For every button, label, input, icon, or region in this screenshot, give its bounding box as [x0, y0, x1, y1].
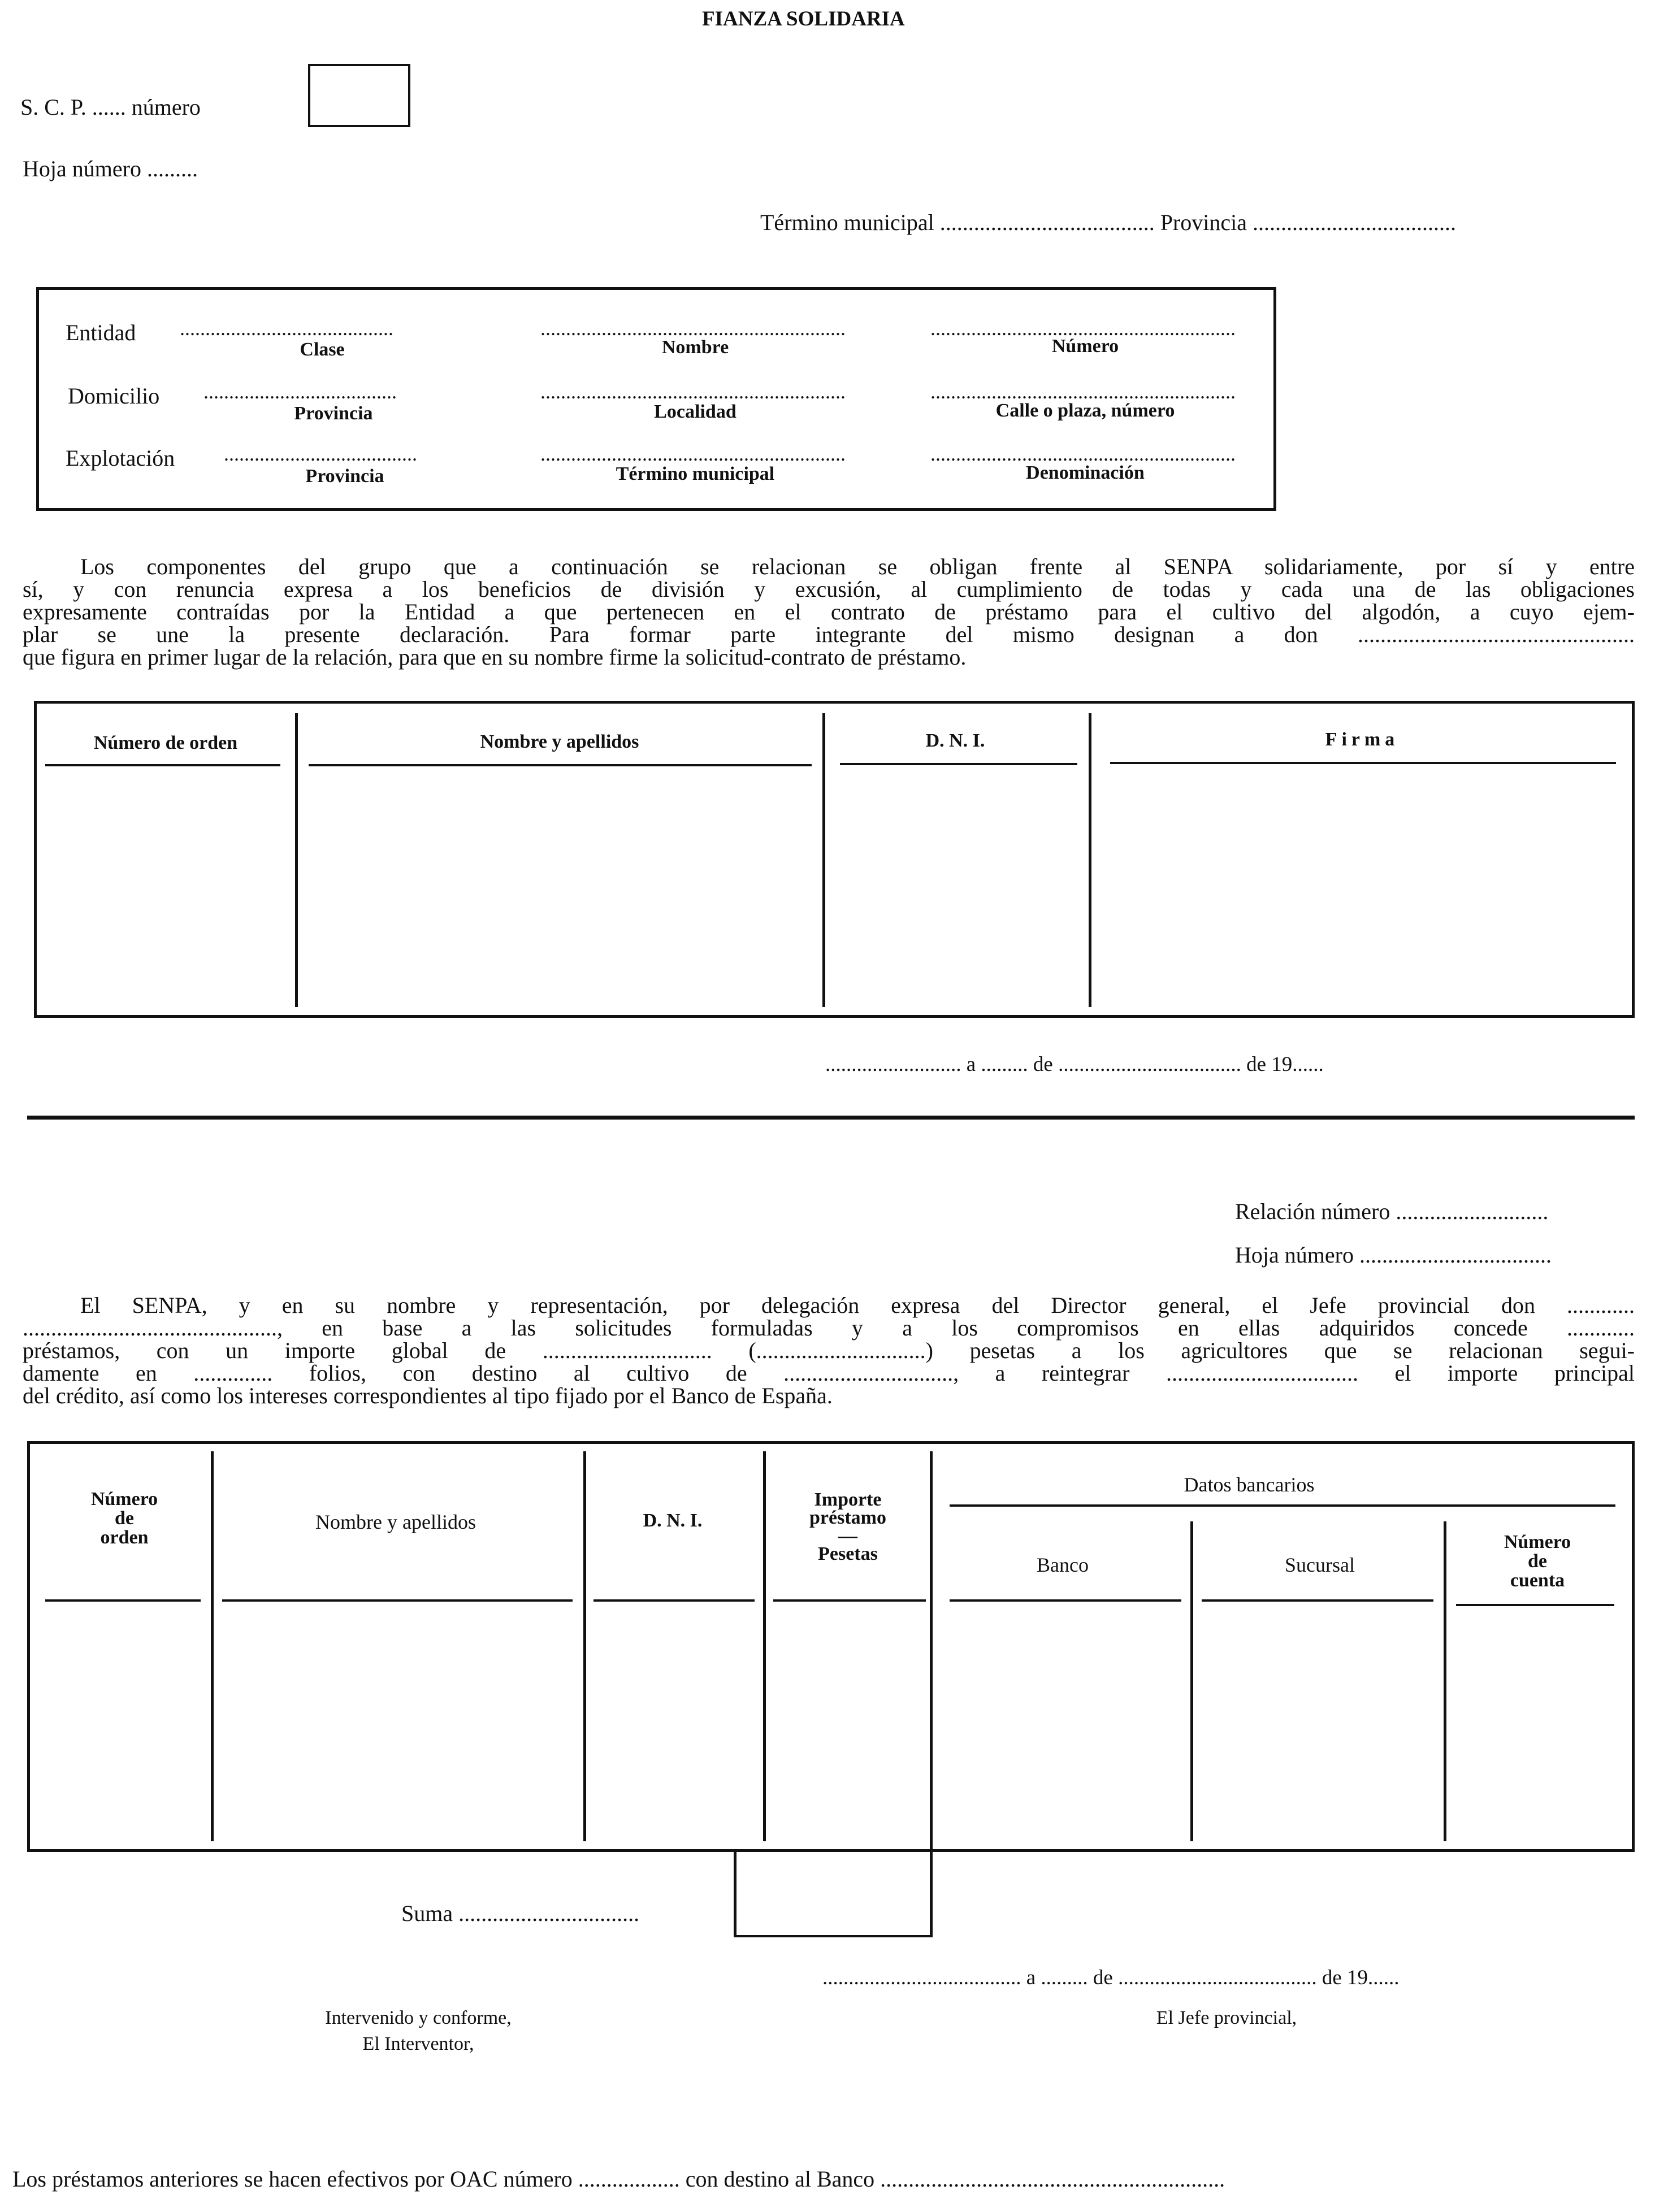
- table1-left-border: [34, 701, 37, 1018]
- table2-header-underline: [222, 1599, 573, 1602]
- document-title: FIANZA SOLIDARIA: [702, 7, 905, 31]
- table2-col-divider: [763, 1451, 766, 1841]
- header-line: Número: [1504, 1532, 1571, 1552]
- table2-header-numero-orden: [45, 1490, 203, 1547]
- explotacion-termino-field[interactable]: ............................................................: [540, 443, 846, 465]
- scp-number-box[interactable]: [308, 64, 410, 127]
- table2-header-numero-cuenta: [1458, 1533, 1617, 1590]
- suma-box-bottom: [734, 1935, 933, 1937]
- header-line: cuenta: [1510, 1570, 1565, 1591]
- entidad-clase-caption: Clase: [300, 339, 345, 360]
- relacion-number-label[interactable]: Relación número ...........................: [1235, 1199, 1549, 1224]
- table2-bottom-border: [27, 1849, 1635, 1852]
- suma-box-right: [930, 1852, 933, 1937]
- table2-header-underline: [593, 1599, 755, 1602]
- header-line: —: [838, 1525, 857, 1546]
- senpa-line: préstamos, con un importe global de .............................. (..............................) pesetas a los agricultores que se relacionan segui-: [23, 1338, 1635, 1363]
- header-line: de: [1528, 1551, 1547, 1572]
- table2-col-divider: [583, 1451, 586, 1841]
- declaration-line: plar se une la presente declaración. Para formar parte integrante del mismo designan a don .................................................: [23, 622, 1635, 647]
- hoja-number-label: Hoja número .........: [23, 156, 198, 181]
- table1-header-nombre: Nombre y apellidos: [480, 731, 639, 752]
- domicilio-localidad-field[interactable]: ............................................................: [540, 380, 846, 403]
- table2-header-importe: [769, 1491, 927, 1563]
- declaration-line: Los componentes del grupo que a continuación se relacionan se obligan frente al SENPA solidariamente, por sí y entre: [80, 554, 1635, 579]
- entidad-numero-field[interactable]: ............................................................: [930, 317, 1236, 340]
- explotacion-provincia-caption: Provincia: [305, 466, 384, 487]
- entidad-numero-caption: Número: [1051, 336, 1119, 357]
- domicilio-label: Domicilio: [68, 383, 160, 409]
- entidad-clase-field[interactable]: ..........................................: [180, 317, 393, 340]
- table2-col-divider: [211, 1451, 214, 1841]
- table2-col-divider: [1190, 1521, 1193, 1841]
- header-line: Importe: [814, 1489, 882, 1510]
- senpa-paragraph: [23, 1294, 1635, 1407]
- hoja-number-label-2[interactable]: Hoja número ..................................: [1235, 1242, 1552, 1268]
- entidad-nombre-field[interactable]: ............................................................: [540, 317, 846, 340]
- domicilio-calle-caption: Calle o plaza, número: [995, 400, 1175, 421]
- senpa-line: El SENPA, y en su nombre y representación, por delegación expresa del Director general, el Jefe provincial don ............: [80, 1292, 1635, 1318]
- senpa-line: del crédito, así como los intereses correspondientes al tipo fijado por el Banco de España.: [23, 1383, 833, 1408]
- table1-col-divider: [1089, 713, 1091, 1007]
- explotacion-provincia-field[interactable]: ......................................: [224, 443, 417, 465]
- jefe-provincial-signature: El Jefe provincial,: [1156, 2007, 1297, 2028]
- table1-header-underline: [45, 764, 280, 766]
- interventor-signature-block: [266, 2005, 571, 2057]
- table2-col-divider: [930, 1451, 933, 1909]
- header-line: de: [115, 1508, 134, 1529]
- table1-right-border: [1632, 701, 1635, 1018]
- entidad-label: Entidad: [66, 320, 136, 345]
- suma-box-left: [734, 1852, 736, 1937]
- header-line: orden: [100, 1527, 149, 1548]
- table1-header-dni: D. N. I.: [925, 730, 985, 751]
- table2-header-underline: [1202, 1599, 1433, 1602]
- header-line: Pesetas: [818, 1543, 878, 1564]
- header-line: Número: [90, 1489, 158, 1510]
- domicilio-provincia-field[interactable]: ......................................: [203, 380, 397, 403]
- table2-header-underline: [1456, 1604, 1614, 1606]
- table1-header-underline: [1110, 762, 1616, 764]
- table2-header-dni: D. N. I.: [643, 1510, 703, 1531]
- date-line-2[interactable]: ...................................... a ......... de ...................................... de 19......: [822, 1966, 1400, 1989]
- table1-header-underline: [309, 764, 812, 766]
- table2-top-border: [27, 1441, 1635, 1444]
- domicilio-localidad-caption: Localidad: [654, 401, 736, 422]
- table2-header-nombre: Nombre y apellidos: [315, 1511, 476, 1533]
- footer-oac-line[interactable]: Los préstamos anteriores se hacen efectivos por OAC número .................. con destino al Banco .............................................................: [12, 2166, 1225, 2192]
- table2-left-border: [27, 1441, 30, 1852]
- table2-header-underline: [773, 1599, 926, 1602]
- scp-number-label: S. C. P. ...... número: [20, 94, 201, 120]
- table2-header-datos-bancarios: Datos bancarios: [1184, 1473, 1315, 1496]
- table2-header-sucursal: Sucursal: [1285, 1554, 1355, 1576]
- table2-col-divider: [1444, 1521, 1446, 1841]
- declaration-line: expresamente contraídas por la Entidad a que pertenecen en el contrato de préstamo para el cultivo del algodón, a cuyo ejem-: [23, 599, 1635, 624]
- table1-header-numero-orden: Número de orden: [93, 732, 238, 753]
- table1-col-divider: [822, 713, 825, 1007]
- explotacion-denominacion-field[interactable]: ............................................................: [930, 443, 1236, 465]
- domicilio-provincia-caption: Provincia: [294, 403, 373, 424]
- table1-bottom-border: [34, 1015, 1635, 1018]
- senpa-line: damente en .............. folios, con destino al cultivo de .............................., a reintegrar .................................. el importe principal: [23, 1360, 1635, 1386]
- domicilio-calle-field[interactable]: ............................................................: [930, 380, 1236, 403]
- declaration-paragraph: [23, 556, 1635, 669]
- table2-header-banco: Banco: [1037, 1554, 1089, 1576]
- signature-line: El Interventor,: [362, 2033, 474, 2054]
- senpa-line: ............................................., en base a las solicitudes formuladas y a los compromisos en ellas adquiridos concede ............: [23, 1315, 1635, 1341]
- signature-line: Intervenido y conforme,: [325, 2007, 512, 2028]
- table1-col-divider: [295, 713, 298, 1007]
- table1-header-underline: [840, 763, 1077, 765]
- declaration-line: sí, y con renuncia expresa a los beneficios de división y excusión, al cumplimiento de todas y cada una de las obligaciones: [23, 576, 1635, 602]
- declaration-line: que figura en primer lugar de la relación, para que en su nombre firme la solicitud-contrato de préstamo.: [23, 644, 967, 670]
- datos-bancarios-underline: [950, 1504, 1615, 1507]
- table2-header-underline: [950, 1599, 1181, 1602]
- date-line-1[interactable]: .......................... a ......... de ................................... de 19......: [825, 1053, 1324, 1076]
- table2-header-underline: [45, 1599, 201, 1602]
- table1-header-firma: Firma: [1325, 729, 1400, 750]
- table1-top-border: [34, 701, 1635, 704]
- section-separator: [27, 1116, 1635, 1120]
- table2-right-border: [1632, 1441, 1635, 1852]
- entidad-nombre-caption: Nombre: [661, 337, 729, 358]
- suma-line[interactable]: Suma ................................: [401, 1901, 640, 1926]
- termino-provincia-line[interactable]: Término municipal ...................................... Provincia ....................................: [760, 210, 1456, 235]
- header-line: préstamo: [809, 1507, 886, 1528]
- explotacion-label: Explotación: [66, 445, 175, 471]
- explotacion-termino-caption: Término municipal: [616, 463, 775, 484]
- explotacion-denominacion-caption: Denominación: [1026, 462, 1145, 483]
